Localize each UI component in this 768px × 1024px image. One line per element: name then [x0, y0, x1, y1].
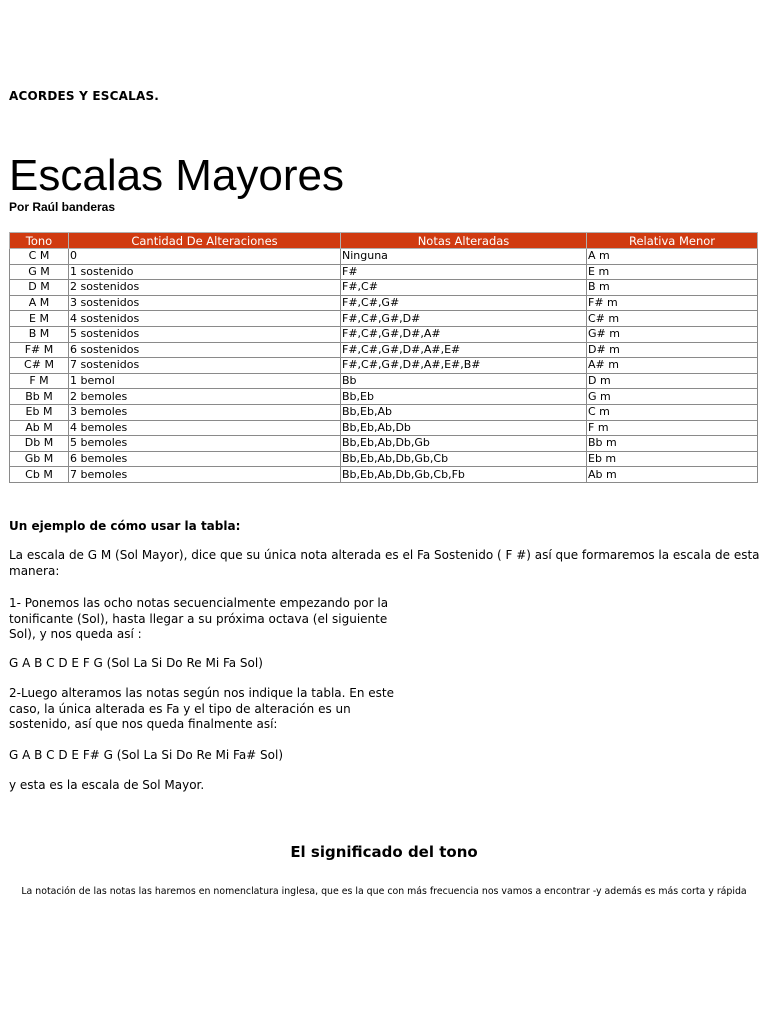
example-heading: Un ejemplo de cómo usar la tabla: — [9, 519, 241, 533]
header-title: ACORDES Y ESCALAS. — [9, 89, 160, 103]
cell-tono: B M — [10, 326, 69, 342]
cell-notas: F#,C# — [341, 280, 587, 296]
cell-relativa: F m — [587, 420, 758, 436]
cell-notas: F#,C#,G# — [341, 295, 587, 311]
cell-notas: F#,C#,G#,D# — [341, 311, 587, 327]
cell-tono: C M — [10, 249, 69, 265]
cell-tono: Gb M — [10, 451, 69, 467]
column-header-tono: Tono — [10, 233, 69, 249]
cell-tono: G M — [10, 264, 69, 280]
byline: Por Raúl banderas — [9, 200, 116, 214]
table-row — [10, 389, 758, 405]
table-row — [10, 342, 758, 358]
scales-table — [9, 232, 758, 483]
cell-notas: Bb,Eb,Ab,Db,Gb,Cb,Fb — [341, 467, 587, 483]
cell-relativa: B m — [587, 280, 758, 296]
cell-notas: F#,C#,G#,D#,A#,E# — [341, 342, 587, 358]
cell-notas: F#,C#,G#,D#,A#,E#,B# — [341, 358, 587, 374]
cell-relativa: C# m — [587, 311, 758, 327]
cell-notas: F# — [341, 264, 587, 280]
cell-relativa: D# m — [587, 342, 758, 358]
cell-notas: F#,C#,G#,D#,A# — [341, 326, 587, 342]
cell-cantidad: 2 sostenidos — [69, 280, 341, 296]
example-paragraph-intro: La escala de G M (Sol Mayor), dice que su única nota alterada es el Fa Sostenido ( F #) así que formaremos la escala de esta manera: — [9, 548, 760, 578]
table-row — [10, 420, 758, 436]
cell-relativa: A# m — [587, 358, 758, 374]
cell-relativa: F# m — [587, 295, 758, 311]
cell-tono: Db M — [10, 436, 69, 452]
cell-cantidad: 1 bemol — [69, 373, 341, 389]
cell-notas: Bb,Eb,Ab,Db — [341, 420, 587, 436]
cell-relativa: Ab m — [587, 467, 758, 483]
cell-cantidad: 4 bemoles — [69, 420, 341, 436]
cell-notas: Ninguna — [341, 249, 587, 265]
cell-cantidad: 5 sostenidos — [69, 326, 341, 342]
table-row — [10, 249, 758, 265]
table-body — [10, 249, 758, 483]
table-row — [10, 436, 758, 452]
table-row — [10, 311, 758, 327]
cell-cantidad: 1 sostenido — [69, 264, 341, 280]
cell-tono: Ab M — [10, 420, 69, 436]
cell-cantidad: 3 sostenidos — [69, 295, 341, 311]
table-row — [10, 467, 758, 483]
cell-tono: F# M — [10, 342, 69, 358]
cell-cantidad: 6 bemoles — [69, 451, 341, 467]
cell-cantidad: 7 bemoles — [69, 467, 341, 483]
cell-relativa: Eb m — [587, 451, 758, 467]
table-row — [10, 404, 758, 420]
cell-cantidad: 2 bemoles — [69, 389, 341, 405]
table-row — [10, 373, 758, 389]
cell-relativa: A m — [587, 249, 758, 265]
cell-tono: A M — [10, 295, 69, 311]
cell-tono: Cb M — [10, 467, 69, 483]
example-conclusion: y esta es la escala de Sol Mayor. — [9, 778, 205, 792]
cell-tono: C# M — [10, 358, 69, 374]
table-row — [10, 358, 758, 374]
example-scale-altered: G A B C D E F# G (Sol La Si Do Re Mi Fa# Sol) — [9, 748, 284, 762]
table-row — [10, 326, 758, 342]
cell-relativa: G m — [587, 389, 758, 405]
cell-tono: D M — [10, 280, 69, 296]
cell-relativa: G# m — [587, 326, 758, 342]
cell-notas: Bb — [341, 373, 587, 389]
cell-relativa: Bb m — [587, 436, 758, 452]
column-header-cantidad: Cantidad De Alteraciones — [69, 233, 341, 249]
table-header-row — [10, 233, 758, 249]
table-row — [10, 451, 758, 467]
column-header-notas: Notas Alteradas — [341, 233, 587, 249]
cell-tono: F M — [10, 373, 69, 389]
table-row — [10, 295, 758, 311]
column-header-relativa: Relativa Menor — [587, 233, 758, 249]
cell-cantidad: 0 — [69, 249, 341, 265]
cell-relativa: D m — [587, 373, 758, 389]
cell-relativa: C m — [587, 404, 758, 420]
cell-cantidad: 7 sostenidos — [69, 358, 341, 374]
example-step-two: 2-Luego alteramos las notas según nos indique la tabla. En este caso, la única alterada es Fa y el tipo de alteración es un sostenido, así que nos queda finalmente así: — [9, 686, 395, 731]
section-footnote: La notación de las notas las haremos en nomenclatura inglesa, que es la que con más frecuencia nos vamos a encontrar -y además es más corta y rápida — [21, 886, 747, 897]
example-scale-natural: G A B C D E F G (Sol La Si Do Re Mi Fa Sol) — [9, 656, 263, 670]
table-row — [10, 264, 758, 280]
section-title: El significado del tono — [290, 843, 478, 861]
cell-tono: Eb M — [10, 404, 69, 420]
cell-notas: Bb,Eb,Ab,Db,Gb — [341, 436, 587, 452]
cell-notas: Bb,Eb,Ab,Db,Gb,Cb — [341, 451, 587, 467]
cell-cantidad: 3 bemoles — [69, 404, 341, 420]
cell-relativa: E m — [587, 264, 758, 280]
cell-notas: Bb,Eb,Ab — [341, 404, 587, 420]
cell-notas: Bb,Eb — [341, 389, 587, 405]
cell-cantidad: 6 sostenidos — [69, 342, 341, 358]
cell-tono: Bb M — [10, 389, 69, 405]
table-row — [10, 280, 758, 296]
example-step-one: 1- Ponemos las ocho notas secuencialmente empezando por la tonificante (Sol), hasta llegar a su próxima octava (el siguiente Sol), y nos queda así : — [9, 596, 389, 641]
cell-cantidad: 5 bemoles — [69, 436, 341, 452]
cell-tono: E M — [10, 311, 69, 327]
page-title: Escalas Mayores — [9, 151, 345, 200]
cell-cantidad: 4 sostenidos — [69, 311, 341, 327]
